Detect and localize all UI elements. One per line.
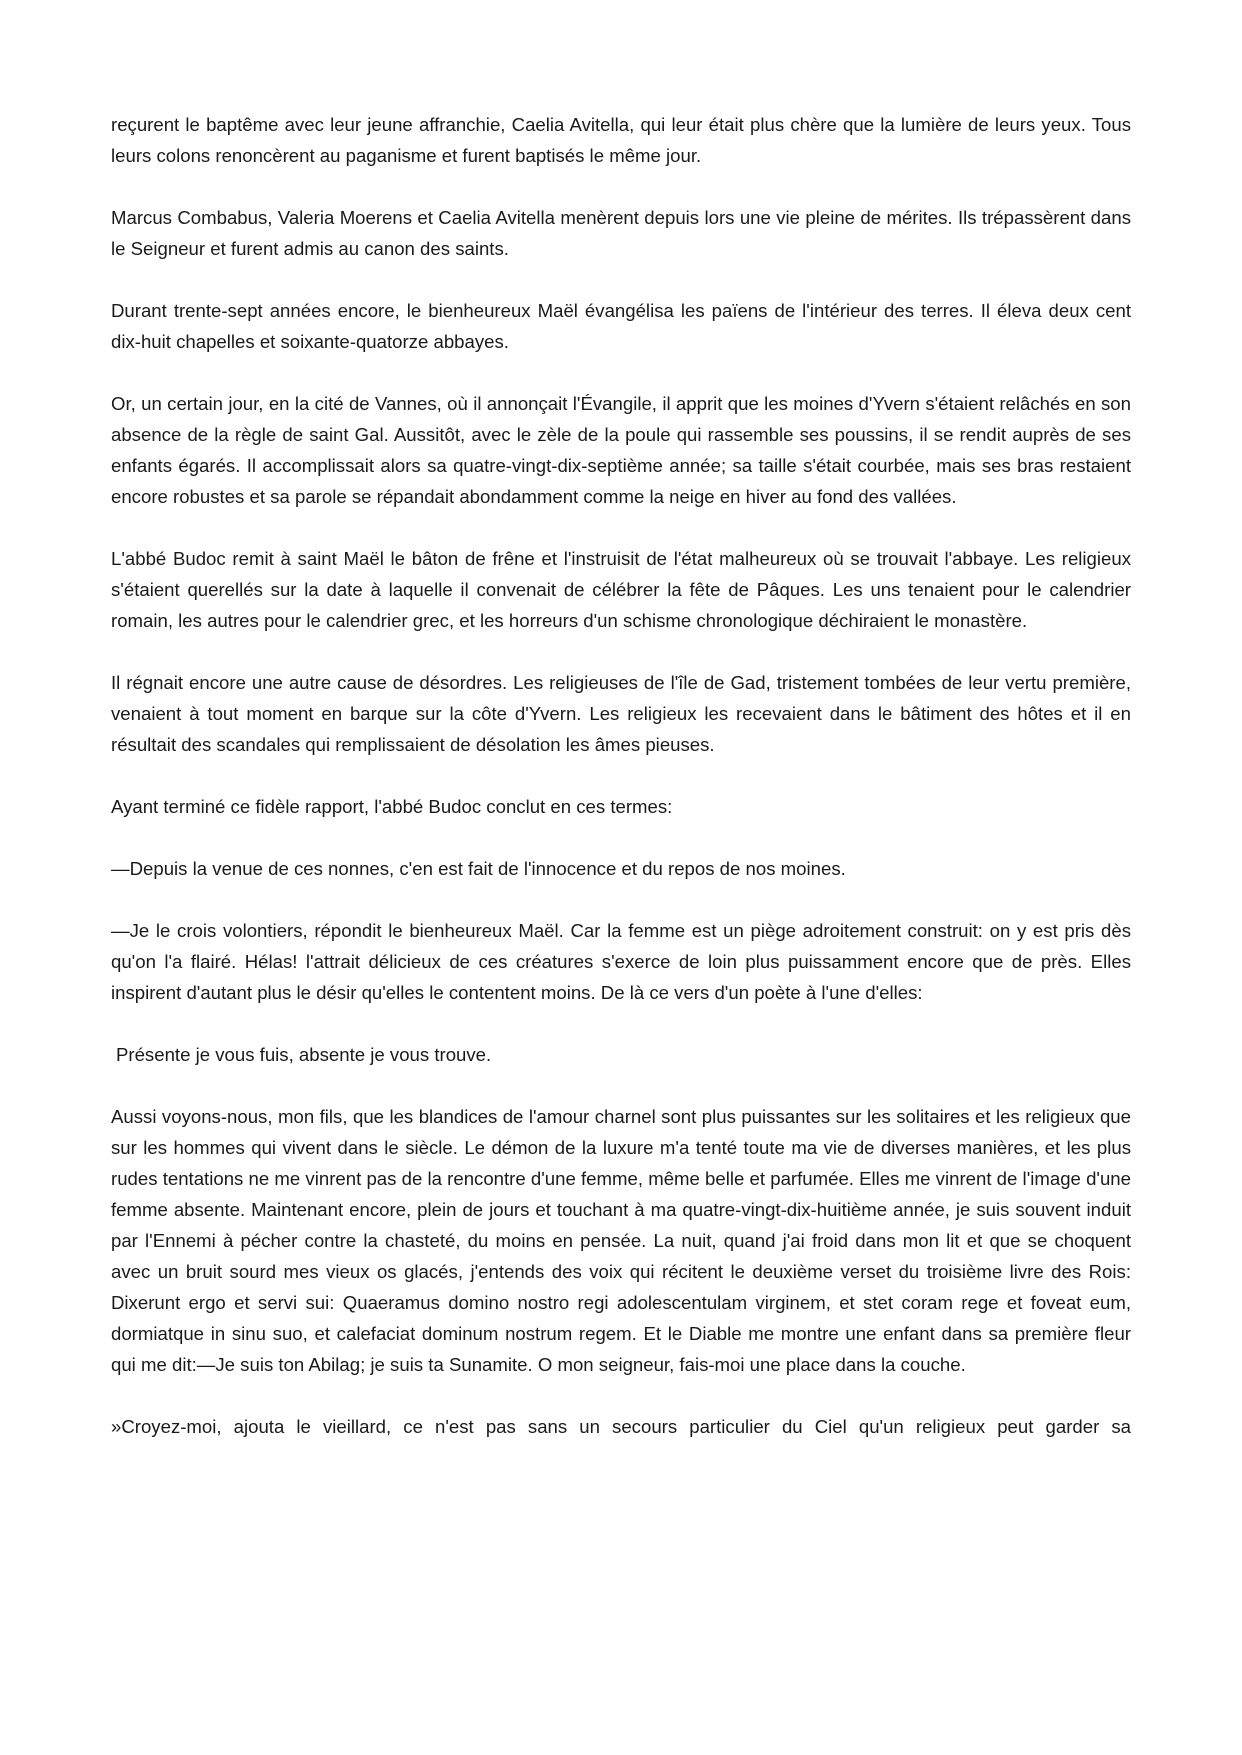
paragraph-dialogue-budoc: —Depuis la venue de ces nonnes, c'en est fait de l'innocence et du repos de nos moines.: [111, 858, 846, 879]
paragraph-baptism: reçurent le baptême avec leur jeune affranchie, Caelia Avitella, qui leur était plus chère que la lumière de leurs yeux. Tous leurs colons renoncèrent au paganisme et furent baptisés le même jour.: [111, 114, 1131, 166]
paragraph-final: »Croyez-moi, ajouta le vieillard, ce n'est pas sans un secours particulier du Ciel qu'un religieux peut garder sa: [111, 1416, 1131, 1437]
paragraph-conclusion: Ayant terminé ce fidèle rapport, l'abbé Budoc conclut en ces termes:: [111, 796, 673, 817]
paragraph-evangelism: Durant trente-sept années encore, le bienheureux Maël évangélisa les païens de l'intérieur des terres. Il éleva deux cent dix-huit chapelles et soixante-quatorze abbayes.: [111, 300, 1131, 352]
paragraph-budoc-report: L'abbé Budoc remit à saint Maël le bâton de frêne et l'instruisit de l'état malheureux où se trouvait l'abbaye. Les religieux s'étaient querellés sur la date à laquelle il convenait de célébrer la fête de Pâques. Les uns tenaient pour le calendrier romain, les autres pour le calendrier grec, et les horreurs d'un schisme chronologique déchiraient le monastère.: [111, 548, 1131, 631]
paragraph-vannes: Or, un certain jour, en la cité de Vannes, où il annonçait l'Évangile, il apprit que les moines d'Yvern s'étaient relâchés en son absence de la règle de saint Gal. Aussitôt, avec le zèle de la poule qui rassemble ses poussins, il se rendit auprès de ses enfants égarés. Il accomplissait alors sa quatre-vingt-dix-septième année; sa taille s'était courbée, mais ses bras restaient encore robustes et sa parole se répandait abondamment comme la neige en hiver au fond des vallées.: [111, 393, 1131, 507]
paragraph-temptations: Aussi voyons-nous, mon fils, que les blandices de l'amour charnel sont plus puissantes sur les solitaires et les religieux que sur les hommes qui vivent dans le siècle. Le démon de la luxure m'a tenté toute ma vie de diverses manières, et les plus rudes tentations ne me vinrent pas de la rencontre d'une femme, même belle et parfumée. Elles me vinrent de l'image d'une femme absente. Maintenant encore, plein de jours et touchant à ma quatre-vingt-dix-huitième année, je suis souvent induit par l'Ennemi à pécher contre la chasteté, du moins en pensée. La nuit, quand j'ai froid dans mon lit et que se choquent avec un bruit sourd mes vieux os glacés, j'entends des voix qui récitent le deuxième verset du troisième livre des Rois: Dixerunt ergo et servi sui: Quaeramus domino nostro regi adolescentulam virginem, et stet coram rege et foveat eum, dormiatque in sinu suo, et calefaciat dominum nostrum regem. Et le Diable me montre une enfant dans sa première fleur qui me dit:—Je suis ton Abilag; je suis ta Sunamite. O mon seigneur, fais-moi une place dans la couche.: [111, 1106, 1131, 1375]
paragraph-verse: Présente je vous fuis, absente je vous trouve.: [116, 1044, 492, 1065]
document-page: [111, 109, 1131, 1442]
paragraph-dialogue-mael: —Je le crois volontiers, répondit le bienheureux Maël. Car la femme est un piège adroitement construit: on y est pris dès qu'on l'a flairé. Hélas! l'attrait délicieux de ces créatures s'exerce de loin plus puissamment encore que de près. Elles inspirent d'autant plus le désir qu'elles le contentent moins. De là ce vers d'un poète à l'une d'elles:: [111, 920, 1131, 1003]
paragraph-disorders: Il régnait encore une autre cause de désordres. Les religieuses de l'île de Gad, tristement tombées de leur vertu première, venaient à tout moment en barque sur la côte d'Yvern. Les religieux les recevaient dans le bâtiment des hôtes et il en résultait des scandales qui remplissaient de désolation les âmes pieuses.: [111, 672, 1131, 755]
paragraph-saints: Marcus Combabus, Valeria Moerens et Caelia Avitella menèrent depuis lors une vie pleine de mérites. Ils trépassèrent dans le Seigneur et furent admis au canon des saints.: [111, 207, 1131, 259]
